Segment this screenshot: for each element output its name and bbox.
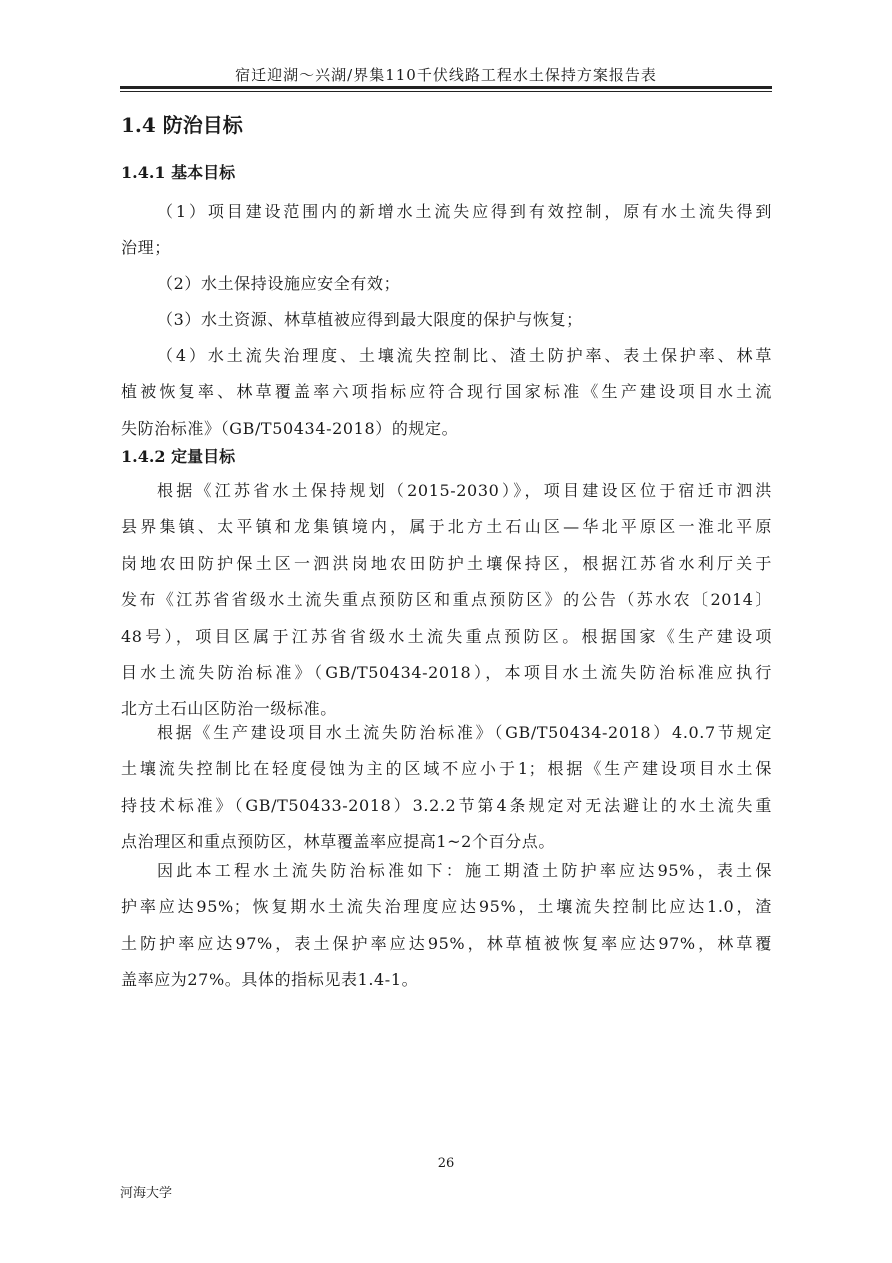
- text-line: 点治理区和重点预防区，林草覆盖率应提高1~2个百分点。: [121, 832, 555, 852]
- header-rule-thick: [120, 86, 772, 89]
- text-line: （4）水土流失治理度、土壤流失控制比、渣土防护率、表土保护率、林草: [157, 346, 772, 365]
- section-heading: 1.4 防治目标: [121, 113, 243, 137]
- text-line: 植被恢复率、林草覆盖率六项指标应符合现行国家标准《生产建设项目水土流: [121, 382, 772, 402]
- basic-item-2: [121, 266, 772, 302]
- basic-item-4: [121, 338, 772, 447]
- text-line: 发布《江苏省省级水土流失重点预防区和重点预防区》的公告（苏水农〔2014〕: [121, 590, 772, 610]
- text-line: 因此本工程水土流失防治标准如下：施工期渣土防护率应达95%，表土保: [157, 861, 772, 880]
- text-line: （3）水土资源、林草植被应得到最大限度的保护与恢复；: [157, 310, 583, 329]
- text-line: （2）水土保持设施应安全有效；: [157, 274, 401, 293]
- text-line: 盖率应为27%。具体的指标见表1.4-1。: [121, 970, 419, 990]
- text-line: 根据《生产建设项目水土流失防治标准》（GB/T50434-2018）4.0.7节规定: [157, 723, 772, 742]
- text-line: 北方土石山区防治一级标准。: [121, 699, 337, 719]
- text-line: （1）项目建设范围内的新增水土流失应得到有效控制，原有水土流失得到: [157, 202, 772, 221]
- text-line: 目水土流失防治标准》（GB/T50434-2018），本项目水土流失防治标准应执行: [121, 662, 772, 682]
- text-line: 土壤流失控制比在轻度侵蚀为主的区域不应小于1；根据《生产建设项目水土保: [121, 759, 772, 779]
- quant-paragraph-3: [121, 853, 772, 999]
- quant-paragraph-2: [121, 715, 772, 861]
- subsection-heading-quant: 1.4.2 定量目标: [121, 447, 236, 466]
- quant-paragraph-1: [121, 473, 772, 728]
- text-line: 持技术标准》（GB/T50433-2018）3.2.2节第4条规定对无法避让的水土流失重: [121, 795, 772, 815]
- basic-item-1: [121, 194, 772, 267]
- text-line: 根据《江苏省水土保持规划（2015-2030）》，项目建设区位于宿迁市泗洪: [157, 481, 772, 500]
- basic-item-3: [121, 302, 772, 338]
- text-line: 48号），项目区属于江苏省省级水土流失重点预防区。根据国家《生产建设项: [121, 626, 772, 646]
- footer-institution: 河海大学: [120, 1186, 173, 1201]
- text-line: 失防治标准》（GB/T50434-2018）的规定。: [121, 418, 459, 438]
- text-line: 土防护率应达97%，表土保护率应达95%，林草植被恢复率应达97%，林草覆: [121, 933, 772, 953]
- text-line: 护率应达95%；恢复期水土流失治理度应达95%，土壤流失控制比应达1.0，渣: [121, 897, 772, 917]
- running-header: 宿迁迎湖～兴湖/界集110千伏线路工程水土保持方案报告表: [235, 66, 657, 84]
- text-line: 岗地农田防护保土区一泗洪岗地农田防护土壤保持区，根据江苏省水利厅关于: [121, 553, 772, 573]
- text-line: 治理；: [121, 238, 171, 258]
- text-line: 县界集镇、太平镇和龙集镇境内，属于北方土石山区—华北平原区一淮北平原: [121, 517, 772, 537]
- page-number: 26: [437, 1156, 455, 1171]
- subsection-heading-basic: 1.4.1 基本目标: [121, 163, 236, 182]
- header-rule-thin: [120, 91, 772, 92]
